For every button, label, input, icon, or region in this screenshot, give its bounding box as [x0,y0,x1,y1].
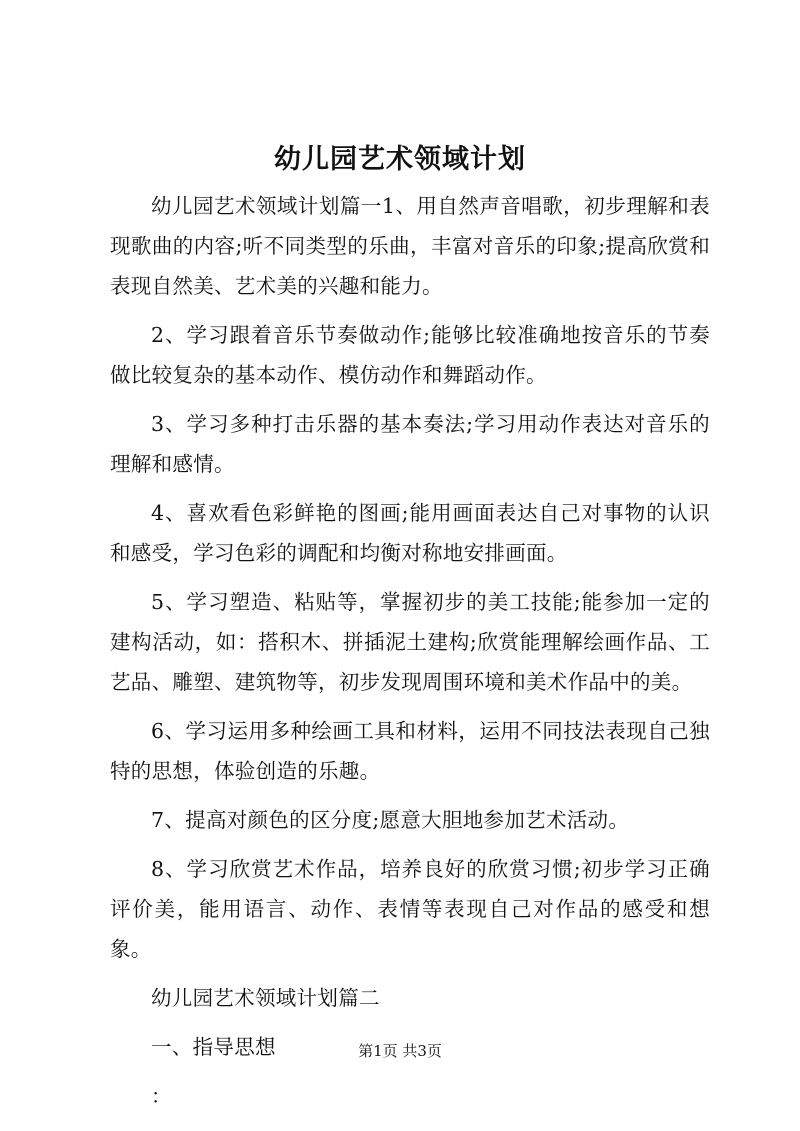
paragraph-item-5: 5、学习塑造、粘贴等，掌握初步的美工技能;能参加一定的建构活动，如：搭积木、拼插泥土建构;欣赏能理解绘画作品、工艺品、雕塑、建筑物等，初步发现周围环境和美术作品中的美。 [110,590,710,694]
paragraph-item-7: 7、提高对颜色的区分度;愿意大胆地参加艺术活动。 [151,808,630,832]
paragraph-item-6: 6、学习运用多种绘画工具和材料，运用不同技法表现自己独特的思想，体验创造的乐趣。 [110,719,710,783]
section-heading-part-two: 幼儿园艺术领域计划篇二 [151,986,380,1010]
document-title: 幼儿园艺术领域计划 [274,144,526,175]
section-heading-guiding-thought: 一、指导思想 [151,1035,276,1059]
paragraph-intro-item-1: 幼儿园艺术领域计划篇一1、用自然声音唱歌，初步理解和表现歌曲的内容;听不同类型的乐曲，丰富对音乐的印象;提高欣赏和表现自然美、艺术美的兴趣和能力。 [110,194,710,298]
paragraph-item-8: 8、学习欣赏艺术作品，培养良好的欣赏习惯;初步学习正确评价美，能用语言、动作、表情等表现自己对作品的感受和想象。 [110,857,710,961]
paragraph-item-2: 2、学习跟着音乐节奏做动作;能够比较准确地按音乐的节奏做比较复杂的基本动作、模仿动作和舞蹈动作。 [110,323,710,387]
paragraph-item-4: 4、喜欢看色彩鲜艳的图画;能用画面表达自己对事物的认识和感受，学习色彩的调配和均衡对称地安排画面。 [110,501,710,565]
paragraph-item-3: 3、学习多种打击乐器的基本奏法;学习用动作表达对音乐的理解和感情。 [110,412,710,476]
page-footer: 第1页 共3页 [358,1042,442,1060]
trailing-colon: ： [151,1084,171,1108]
document-body [110,186,710,1116]
